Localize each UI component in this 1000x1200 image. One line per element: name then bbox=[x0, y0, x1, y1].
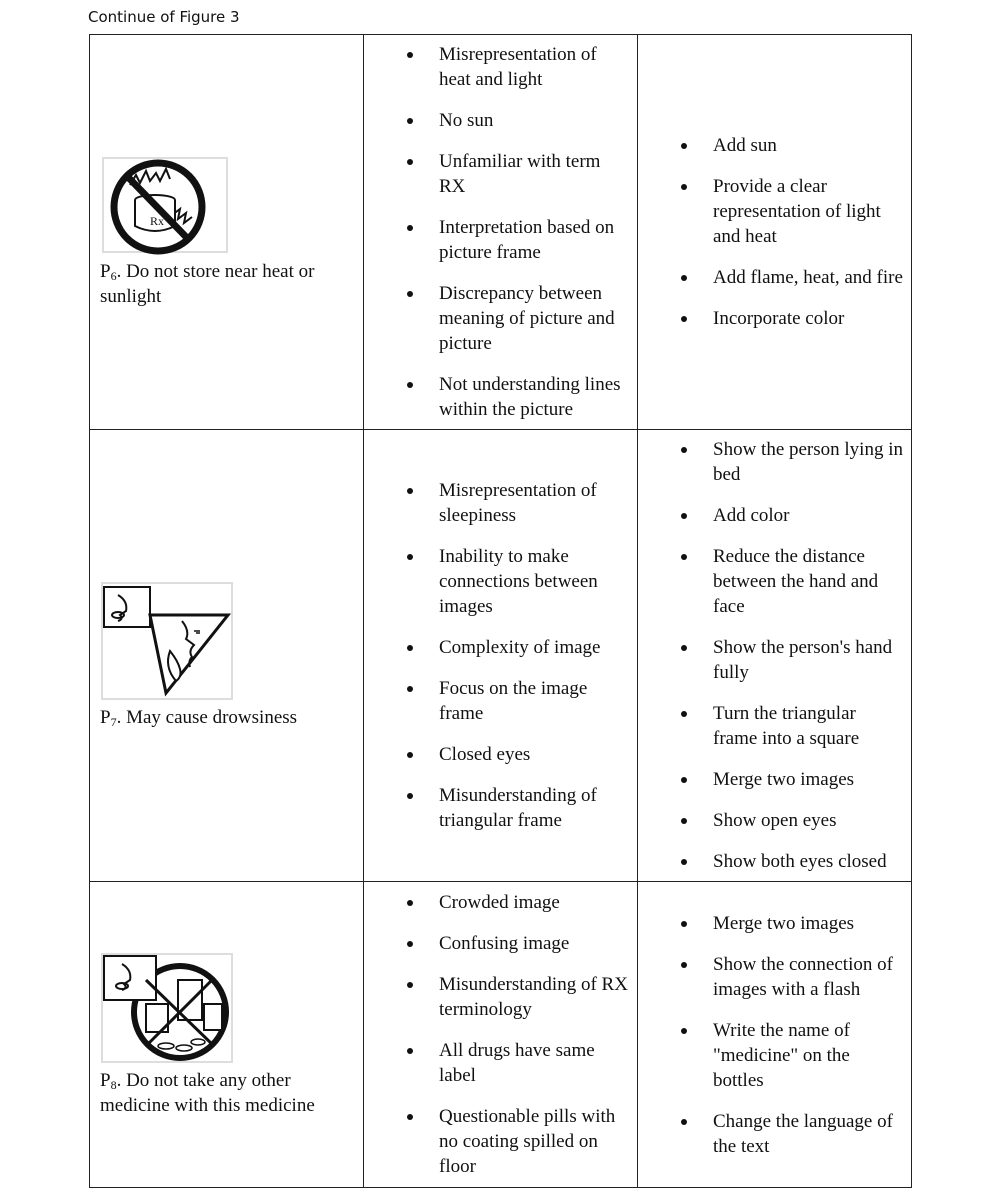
no-other-medicine-pictogram-icon bbox=[100, 952, 234, 1064]
list-item: Show the person lying in bed bbox=[638, 437, 903, 487]
label-sub: 8 bbox=[110, 1077, 117, 1092]
pictogram-cell bbox=[90, 430, 364, 882]
table-row bbox=[90, 35, 912, 430]
list-item: Inability to make connections between images bbox=[364, 544, 629, 619]
list-item: Write the name of "medicine" on the bottles bbox=[638, 1018, 903, 1093]
list-item: Focus on the image frame bbox=[364, 676, 629, 726]
list-item: Discrepancy between meaning of picture and picture bbox=[364, 281, 629, 356]
suggestions-list bbox=[638, 133, 911, 331]
figure-caption: Continue of Figure 3 bbox=[88, 8, 240, 26]
list-item: Questionable pills with no coating spilled on floor bbox=[364, 1104, 629, 1179]
pictogram-evaluation-table bbox=[89, 34, 912, 1188]
no-heat-sunlight-pictogram-icon bbox=[100, 155, 230, 255]
list-item: Show the person's hand fully bbox=[638, 635, 903, 685]
problems-list bbox=[364, 42, 637, 422]
list-item: Show both eyes closed bbox=[638, 849, 903, 874]
list-item: Misrepresentation of sleepiness bbox=[364, 478, 629, 528]
list-item: Misunderstanding of RX terminology bbox=[364, 972, 629, 1022]
list-item: Complexity of image bbox=[364, 635, 629, 660]
pictogram-cell bbox=[90, 882, 364, 1188]
list-item: Merge two images bbox=[638, 767, 903, 792]
pictogram-label bbox=[100, 1068, 353, 1118]
problems-cell bbox=[364, 35, 638, 430]
list-item: Turn the triangular frame into a square bbox=[638, 701, 903, 751]
list-item: Change the language of the text bbox=[638, 1109, 903, 1159]
list-item: Interpretation based on picture frame bbox=[364, 215, 629, 265]
list-item: Closed eyes bbox=[364, 742, 629, 767]
label-text: . Do not store near heat or sunlight bbox=[100, 261, 315, 307]
label-sub: 7 bbox=[110, 715, 117, 729]
drowsiness-pictogram-icon bbox=[100, 581, 234, 701]
problems-cell bbox=[364, 430, 638, 882]
list-item: Confusing image bbox=[364, 931, 629, 956]
pictogram-cell bbox=[90, 35, 364, 430]
label-sub: 6 bbox=[110, 269, 117, 283]
list-item: Provide a clear representation of light and heat bbox=[638, 174, 903, 249]
list-item: Add color bbox=[638, 503, 903, 528]
list-item: Add flame, heat, and fire bbox=[638, 265, 903, 290]
list-item: Show open eyes bbox=[638, 808, 903, 833]
label-text: . Do not take any other medicine with this medicine bbox=[100, 1069, 315, 1116]
list-item: Misunderstanding of triangular frame bbox=[364, 783, 629, 833]
list-item: Incorporate color bbox=[638, 306, 903, 331]
suggestions-cell bbox=[638, 430, 912, 882]
pictogram-label bbox=[100, 705, 353, 730]
table-row bbox=[90, 430, 912, 882]
problems-list bbox=[364, 890, 637, 1179]
pictogram-label bbox=[100, 259, 353, 309]
suggestions-cell bbox=[638, 35, 912, 430]
list-item: No sun bbox=[364, 108, 629, 133]
list-item: All drugs have same label bbox=[364, 1038, 629, 1088]
list-item: Not understanding lines within the picture bbox=[364, 372, 629, 422]
list-item: Misrepresentation of heat and light bbox=[364, 42, 629, 92]
problems-cell bbox=[364, 882, 638, 1188]
label-text: . May cause drowsiness bbox=[116, 707, 298, 728]
problems-list bbox=[364, 478, 637, 833]
list-item: Unfamiliar with term RX bbox=[364, 149, 629, 199]
list-item: Reduce the distance between the hand and face bbox=[638, 544, 903, 619]
label-prefix: P bbox=[100, 1069, 111, 1091]
label-prefix: P bbox=[100, 261, 111, 282]
suggestions-list bbox=[638, 437, 911, 874]
suggestions-list bbox=[638, 911, 911, 1159]
list-item: Merge two images bbox=[638, 911, 903, 936]
list-item: Show the connection of images with a flash bbox=[638, 952, 903, 1002]
list-item: Add sun bbox=[638, 133, 903, 158]
list-item: Crowded image bbox=[364, 890, 629, 915]
label-prefix: P bbox=[100, 707, 111, 728]
rx-mark: Rx bbox=[150, 214, 165, 228]
table-row bbox=[90, 882, 912, 1188]
suggestions-cell bbox=[638, 882, 912, 1188]
